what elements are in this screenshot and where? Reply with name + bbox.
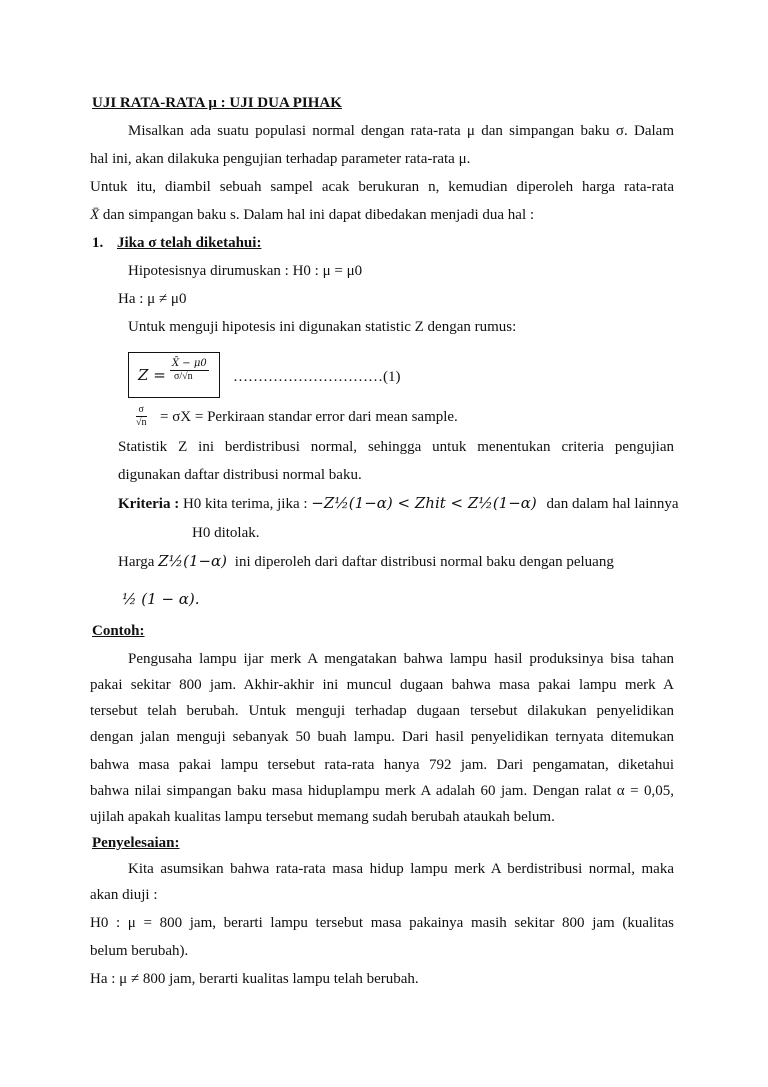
contoh-line-4: dengan jalan menguji sebanyak 50 buah lampu. Dari hasil penyelidikan ternyata ditemukan — [90, 729, 674, 745]
criteria-label: Kriteria : — [118, 496, 180, 512]
penyelesaian-line-3: H0 : μ = 800 jam, berarti lampu tersebut masa pakainya masih sekitar 800 jam (kualitas — [90, 915, 674, 931]
harga-expression: Z½(1−α) — [158, 552, 228, 570]
intro-line-4 — [90, 206, 534, 224]
section-1-title: Jika σ telah diketahui: — [117, 235, 262, 251]
criteria-text: H0 kita terima, jika : — [182, 496, 308, 512]
se-definition: = σX = Perkiraan standar error dari mean sample. — [160, 409, 458, 425]
probability-half: ½ (1 − α). — [122, 590, 200, 608]
penyelesaian-line-1: Kita asumsikan bahwa rata-rata masa hidup lampu merk A berdistribusi normal, maka — [128, 861, 674, 877]
harga-post: ini diperoleh dari daftar distribusi normal baku dengan peluang — [234, 554, 614, 570]
intro-line-4-text: dan simpangan baku s. Dalam hal ini dapat dibedakan menjadi dua hal : — [99, 207, 535, 223]
se-fraction — [136, 404, 147, 429]
contoh-title: Contoh: — [92, 623, 145, 639]
harga-pre: Harga — [118, 554, 155, 570]
statistic-intro: Untuk menguji hipotesis ini digunakan statistic Z dengan rumus: — [128, 319, 517, 335]
formula-den-n: √n — [182, 371, 193, 382]
section-1-header — [92, 234, 261, 252]
contoh-line-2: pakai sekitar 800 jam. Akhir-akhir ini muncul dugaan bahwa masa pakai lampu merk A — [90, 677, 674, 693]
hypothesis-ha: Ha : μ ≠ μ0 — [118, 291, 187, 307]
contoh-line-1: Pengusaha lampu ijar merk A mengatakan bahwa lampu hasil produksinya bisa tahan — [128, 651, 674, 667]
criteria-line — [118, 494, 679, 513]
formula-den-sigma: σ — [174, 371, 180, 382]
distribution-line-2: digunakan daftar distribusi normal baku. — [118, 467, 362, 483]
intro-line-1: Misalkan ada suatu populasi normal dengan rata-rata μ dan simpangan baku σ. Dalam — [128, 123, 674, 139]
x-bar-symbol: X̄ — [90, 207, 100, 223]
formula-denominator: σ/√n — [174, 371, 193, 382]
hypothesis-h0: Hipotesisnya dirumuskan : H0 : μ = μ0 — [128, 263, 363, 279]
distribution-line-1: Statistik Z ini berdistribusi normal, sehingga untuk menentukan criteria pengujian — [118, 439, 674, 455]
page-heading: UJI RATA-RATA μ : UJI DUA PIHAK — [92, 95, 342, 111]
criteria-text-2: dan dalam hal lainnya — [546, 496, 679, 512]
se-numerator: σ — [136, 404, 147, 417]
formula-fraction — [170, 358, 209, 383]
penyelesaian-line-2: akan diuji : — [90, 887, 158, 903]
contoh-line-7: ujilah apakah kualitas lampu tersebut memang sudah berubah ataukah belum. — [90, 809, 555, 825]
criteria-reject: H0 ditolak. — [192, 525, 260, 541]
se-denominator: √n — [136, 417, 147, 428]
penyelesaian-title: Penyelesaian: — [92, 835, 180, 851]
penyelesaian-line-5: Ha : μ ≠ 800 jam, berarti kualitas lampu telah berubah. — [90, 971, 419, 987]
intro-line-3: Untuk itu, diambil sebuah sampel acak berukuran n, kemudian diperoleh harga rata-rata — [90, 179, 674, 195]
criteria-expression: −Z½(1−α) < Zhit < Z½(1−α) — [311, 494, 537, 512]
formula-lhs: Z = — [138, 366, 166, 384]
penyelesaian-line-4: belum berubah). — [90, 943, 189, 959]
intro-line-2: hal ini, akan dilakuka pengujian terhadap parameter rata-rata μ. — [90, 151, 471, 167]
section-1-number: 1. — [92, 235, 104, 251]
contoh-line-5: bahwa masa pakai lampu tersebut rata-rata hanya 792 jam. Dari pengamatan, diketahui — [90, 757, 674, 773]
harga-line — [118, 552, 614, 571]
formula-numerator: X̄ − μ0 — [172, 358, 207, 369]
contoh-line-6: bahwa nilai simpangan baku masa hiduplampu merk A adalah 60 jam. Dengan ralat α = 0,05, — [90, 783, 674, 799]
formula-number-dots: …………………………(1) — [233, 369, 401, 385]
contoh-line-3: tersebut telah berubah. Untuk menguji terhadap dugaan tersebut dilakukan penyelidikan — [90, 703, 674, 719]
